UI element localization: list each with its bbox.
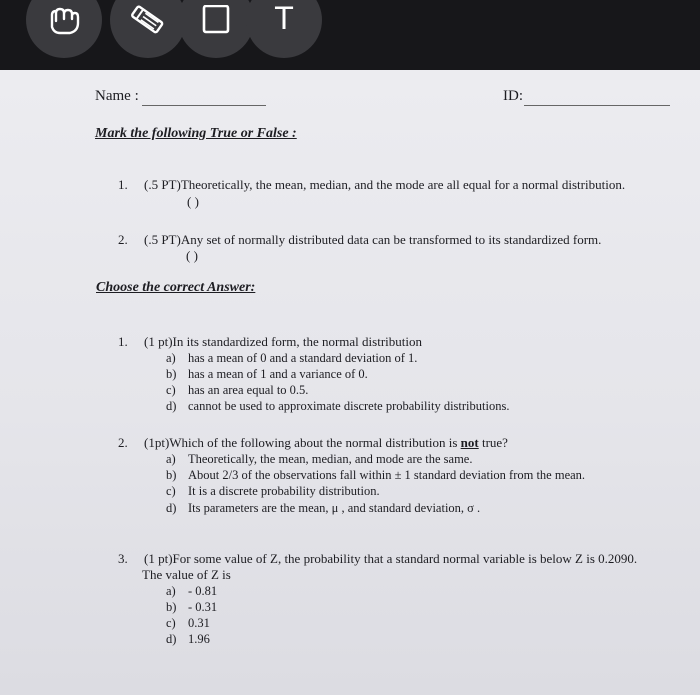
option-letter: a) (166, 584, 176, 598)
option-letter: c) (166, 616, 176, 630)
option-text: cannot be used to approximate discrete probability distributions. (188, 399, 510, 413)
option-text: has a mean of 1 and a variance of 0. (188, 367, 368, 381)
hand-tool-button[interactable] (26, 0, 102, 58)
tf-question-2-blank[interactable]: ( ) (186, 248, 198, 263)
id-label: ID: (503, 88, 523, 104)
section-true-false-title: Mark the following True or False : (95, 126, 297, 141)
mc-q2-option-d[interactable] (166, 501, 480, 516)
square-tool-button[interactable] (178, 0, 254, 58)
id-field-line[interactable] (524, 105, 670, 106)
option-letter: b) (166, 367, 177, 381)
option-text: 0.31 (188, 616, 210, 630)
mc-question-1-text: (1 pt)In its standardized form, the normal distribution (144, 334, 422, 349)
tf-question-1-blank[interactable]: ( ) (187, 194, 199, 209)
mc-q1-option-d[interactable] (166, 399, 509, 414)
option-letter: b) (166, 468, 177, 482)
mc-question-1-number: 1. (118, 334, 128, 349)
mc-question-3-text: (1 pt)For some value of Z, the probability that a standard normal variable is below Z is 0.2090. (144, 551, 638, 566)
option-text: has an area equal to 0.5. (188, 383, 309, 397)
option-letter: d) (166, 632, 177, 646)
annotation-toolbar (0, 0, 700, 70)
exam-paper (0, 70, 700, 695)
option-text: Its parameters are the mean, μ , and standard deviation, σ . (188, 501, 481, 515)
mc-q2-option-c[interactable] (166, 484, 380, 499)
mc-q3-option-b[interactable] (166, 600, 217, 615)
mc-q3-option-c[interactable] (166, 616, 210, 631)
tf-question-2-text: (.5 PT)Any set of normally distributed data can be transformed to its standardized form. (144, 232, 602, 247)
option-text: 1.96 (188, 632, 210, 646)
tf-question-1-text: (.5 PT)Theoretically, the mean, median, and the mode are all equal for a normal distribution. (144, 177, 626, 192)
mc-question-2 (118, 435, 508, 451)
option-text: About 2/3 of the observations fall within ± 1 standard deviation from the mean. (188, 468, 586, 482)
option-text: It is a discrete probability distribution. (188, 484, 380, 498)
option-letter: c) (166, 383, 176, 397)
pencil-tool-button[interactable] (110, 0, 186, 58)
mc-q1-option-b[interactable] (166, 367, 368, 382)
tf-question-2 (118, 232, 601, 248)
mc-question-3 (118, 551, 637, 567)
option-letter: a) (166, 452, 176, 466)
tf-question-1 (118, 177, 625, 193)
section-choose-answer-title: Choose the correct Answer: (96, 280, 256, 295)
hand-icon (44, 5, 84, 35)
mc-question-2-text: (1pt)Which of the following about the normal distribution is (144, 435, 461, 450)
option-text: - 0.31 (188, 600, 218, 614)
tf-question-2-number: 2. (118, 232, 128, 247)
name-label: Name : (95, 88, 139, 104)
option-letter: d) (166, 501, 177, 515)
mc-q1-option-c[interactable] (166, 383, 308, 398)
mc-question-3-text2: The value of Z is (142, 567, 231, 582)
text-icon (267, 3, 301, 37)
option-text: has a mean of 0 and a standard deviation of 1. (188, 351, 418, 365)
square-icon (201, 5, 231, 35)
mc-q1-option-a[interactable] (166, 351, 417, 366)
option-letter: b) (166, 600, 177, 614)
mc-q3-option-a[interactable] (166, 584, 217, 599)
text-icon-glyph: T (274, 3, 294, 36)
mc-q2-option-b[interactable] (166, 468, 585, 483)
mc-question-3-number: 3. (118, 551, 128, 566)
option-text: Theoretically, the mean, median, and mode are the same. (188, 452, 473, 466)
option-letter: a) (166, 351, 176, 365)
mc-q2-option-a[interactable] (166, 452, 473, 467)
name-field-line[interactable] (142, 105, 266, 106)
mc-question-2-number: 2. (118, 435, 128, 450)
mc-question-2-text-end: true? (478, 435, 508, 450)
text-tool-button[interactable] (246, 0, 322, 58)
mc-question-1 (118, 334, 422, 350)
option-letter: d) (166, 399, 177, 413)
mc-question-2-emphasis: not (460, 435, 479, 450)
option-letter: c) (166, 484, 176, 498)
option-text: - 0.81 (188, 584, 218, 598)
mc-q3-option-d[interactable] (166, 632, 210, 647)
tf-question-1-number: 1. (118, 177, 128, 192)
pencil-icon (128, 3, 168, 37)
